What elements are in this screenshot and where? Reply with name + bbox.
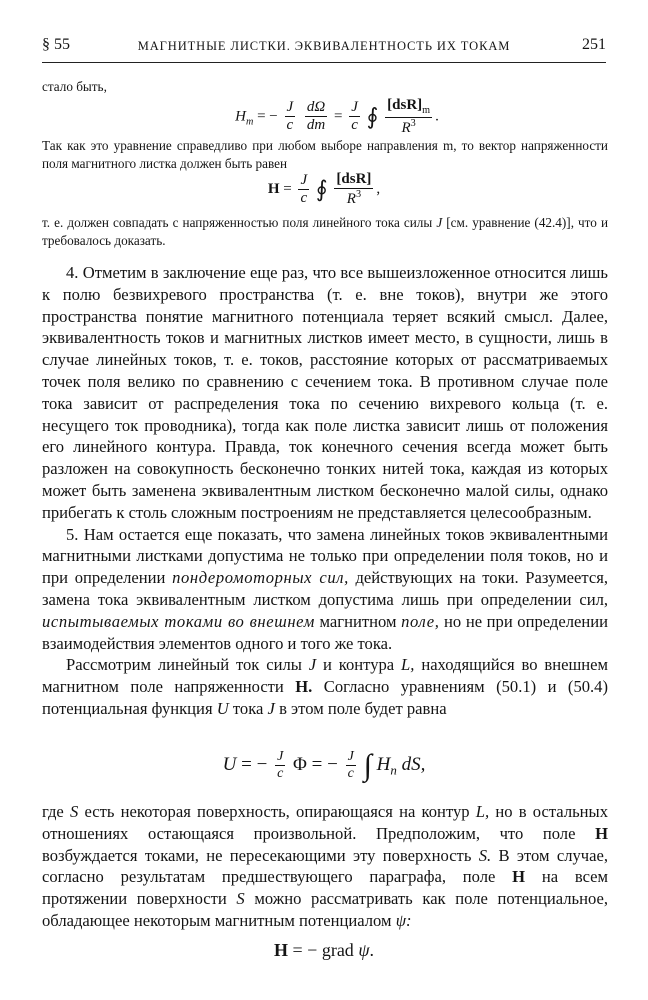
since-paragraph: Так как это уравнение справедливо при любом выборе направления m, то вектор напряженности поля магнитного листка должен быть равен	[42, 138, 608, 171]
paragraph-5: 5. Нам остается еще показать, что замена линейных токов эквивалентными магнитными листками допустима не только при определении поля токов, но и при определении пондеромоторных сил, действующих на токи. Разумеется, замена тока эквивалентным листком допустима лишь при определении сил, испытываемых токами во внешнем магнитном поле, но не при определении взаимодействия элементов одного и того же тока.	[42, 524, 609, 653]
running-header	[42, 36, 606, 60]
fraction: $\frac{J}{c}$	[277, 748, 284, 781]
header-rule	[42, 62, 606, 63]
fraction: $\frac{\text{[dsR]}}{R^3}$	[336, 171, 372, 207]
lead-text: стало быть,	[42, 79, 107, 94]
fraction: $\frac{[dsR]_m}{R^3}$	[387, 97, 431, 136]
fraction: $\frac{d\Omega}{dm}$	[306, 99, 326, 134]
equation-grad-psi: H = − grad ψ.	[274, 940, 374, 960]
equation-hm: $H_m$ = − $\frac{J}{c}$ $\frac{d\Omega}{dm}$ = $\frac{J}{c}$ ∮ $\frac{[dsR]_m}{R^3}$ .	[235, 97, 439, 136]
conclusion-paragraph: т. е. должен совпадать с напряженностью поля линейного тока силы J [см. уравнение (42.4)], что и требовалось доказать.	[42, 215, 608, 248]
paragraph-7: где S есть некоторая поверхность, опирающаяся на контур L, но в остальных отношениях остающаяся произвольной. Предположим, что поле H возбуждается токами, не пересекающими эту поверхность S. В этом случае, согласно результатам предшествующего параграфа, поле H на всем протяжении поверхности S можно рассматривать как поле потенциальное, обладающее некоторым магнитным потенциалом ψ:	[42, 802, 609, 930]
contour-integral-sign: ∮	[366, 104, 379, 130]
fraction: $\frac{J}{c}$	[351, 99, 358, 134]
fraction: $\frac{J}{c}$	[286, 99, 294, 134]
paragraph-6: Рассмотрим линейный ток силы J и контура L, находящийся во внешнем магнитном поле напряженности H. Согласно уравнениям (50.1) и (50.4) потенциальная функция U тока J в этом поле будет равна	[42, 655, 609, 718]
equation-h-field: H = $\frac{J}{c}$ ∮ $\frac{\text{[dsR]}}{R^3}$ ,	[267, 171, 381, 207]
body-text-continued	[42, 801, 608, 932]
paragraph-4: 4. Отметим в заключение еще раз, что все вышеизложенное относится лишь к полю безвихревого пространства (т. е. вне токов), внутри же этого пространства понятие магнитного потенциала теряет всякий смысл. Далее, эквивалентность токов и магнитных листков имеет место, в сущности, лишь в случае линейных токов, т. е. токов, расстояние которых от рассматриваемых точек поля велико по сравнению с сечением тока. В противном случае поле тока зависит от распределения тока по сечению вихревого кольца (т. е. несущего ток проводника), тогда как поле листка зависит лишь от положения его линейного контура. Правда, ток конечного сечения всегда может быть разложен на совокупность бесконечно тонких нитей тока, каждая из которых может быть заменена эквивалентным листком бесконечно малой силы, однако прибегать к столь сложным построениям не представляется целесообразным.	[42, 263, 608, 522]
body-text	[42, 262, 608, 720]
fraction: $\frac{J}{c}$	[347, 748, 354, 781]
section-number: § 55	[42, 36, 70, 53]
fraction: $\frac{J}{c}$	[300, 172, 308, 206]
page-number: 251	[582, 36, 606, 53]
integral-sign: ∫	[363, 748, 372, 782]
running-title: МАГНИТНЫЕ ЛИСТКИ. ЭКВИВАЛЕНТНОСТЬ ИХ ТОКАМ	[137, 39, 511, 53]
contour-integral-sign: ∮	[315, 176, 328, 202]
equation-potential-u: U = − $\frac{J}{c}$ Φ = − $\frac{J}{c}$ ∫ $H_n$ dS,	[222, 748, 426, 782]
